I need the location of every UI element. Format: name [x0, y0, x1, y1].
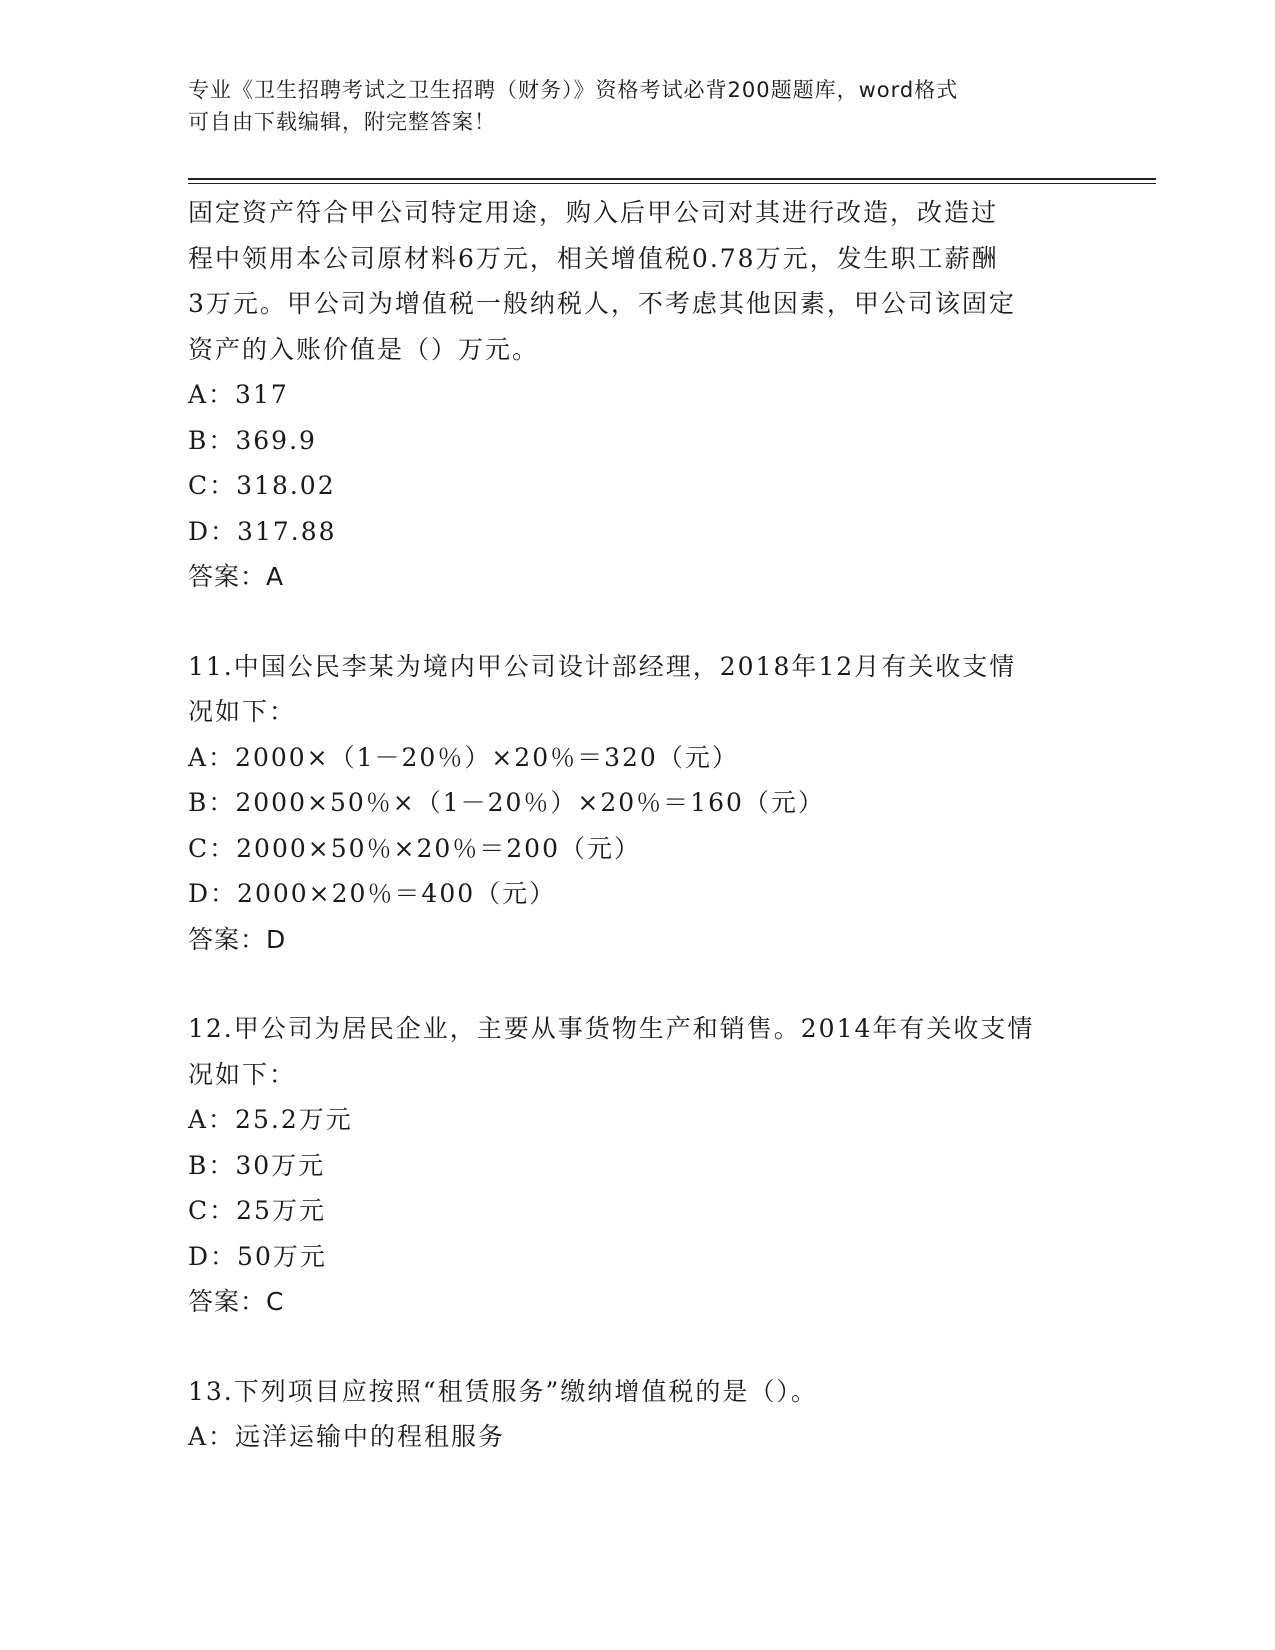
- question-12-stem-line: 12.甲公司为居民企业，主要从事货物生产和销售。2014年有关收支情: [188, 1014, 1035, 1043]
- question-12-option-a: A：25.2万元: [188, 1105, 353, 1134]
- question-10-answer: 答案：A: [188, 562, 285, 591]
- header-divider-thin: [188, 183, 1156, 184]
- question-10-option-a: A：317: [188, 380, 289, 409]
- question-11-stem-line: 11.中国公民李某为境内甲公司设计部经理，2018年12月有关收支情: [188, 651, 1017, 681]
- question-13: [188, 1369, 1148, 1460]
- spacer: [188, 962, 1148, 1006]
- question-10-option-b: B：369.9: [188, 425, 317, 455]
- question-12: [188, 1006, 1148, 1325]
- document-header: [188, 74, 1088, 138]
- question-10-stem-line: 3万元。甲公司为增值税一般纳税人，不考虑其他因素，甲公司该固定: [188, 289, 1016, 318]
- question-12-option-c: C：25万元: [188, 1196, 326, 1225]
- question-10-option-d: D：317.88: [188, 516, 337, 546]
- question-10-option-c: C：318.02: [188, 471, 336, 500]
- question-10-stem-line: 固定资产符合甲公司特定用途，购入后甲公司对其进行改造，改造过: [188, 198, 999, 227]
- question-11-option-c: C：2000×50％×20％＝200（元）: [188, 833, 641, 863]
- question-11: [188, 644, 1148, 963]
- header-divider-thick: [188, 178, 1156, 180]
- spacer: [188, 600, 1148, 644]
- spacer: [188, 1325, 1148, 1369]
- header-line-1: 专业《卫生招聘考试之卫生招聘（财务）》资格考试必背200题题库，word格式: [188, 78, 959, 102]
- question-list: [188, 190, 1148, 1460]
- question-12-stem-line: 况如下：: [188, 1059, 297, 1089]
- question-12-answer: 答案：C: [188, 1287, 285, 1316]
- question-12-option-b: B：30万元: [188, 1150, 326, 1180]
- question-11-option-b: B：2000×50％×（1－20％）×20％＝160（元）: [188, 788, 825, 817]
- question-11-option-d: D：2000×20％＝400（元）: [188, 879, 557, 908]
- question-10-stem-line: 资产的入账价值是（）万元。: [188, 334, 540, 364]
- question-11-answer: 答案：D: [188, 924, 287, 954]
- question-13-stem-line: 13.下列项目应按照“租赁服务”缴纳增值税的是（）。: [188, 1376, 818, 1406]
- question-11-stem-line: 况如下：: [188, 697, 297, 726]
- header-line-2: 可自由下载编辑，附完整答案！: [188, 110, 496, 134]
- question-12-option-d: D：50万元: [188, 1241, 327, 1271]
- question-10-stem-line: 程中领用本公司原材料6万元，相关增值税0.78万元，发生职工薪酬: [188, 243, 999, 273]
- question-13-option-a: A：远洋运输中的程租服务: [188, 1422, 506, 1451]
- question-11-option-a: A：2000×（1－20％）×20％＝320（元）: [188, 742, 739, 772]
- question-10: [188, 190, 1148, 600]
